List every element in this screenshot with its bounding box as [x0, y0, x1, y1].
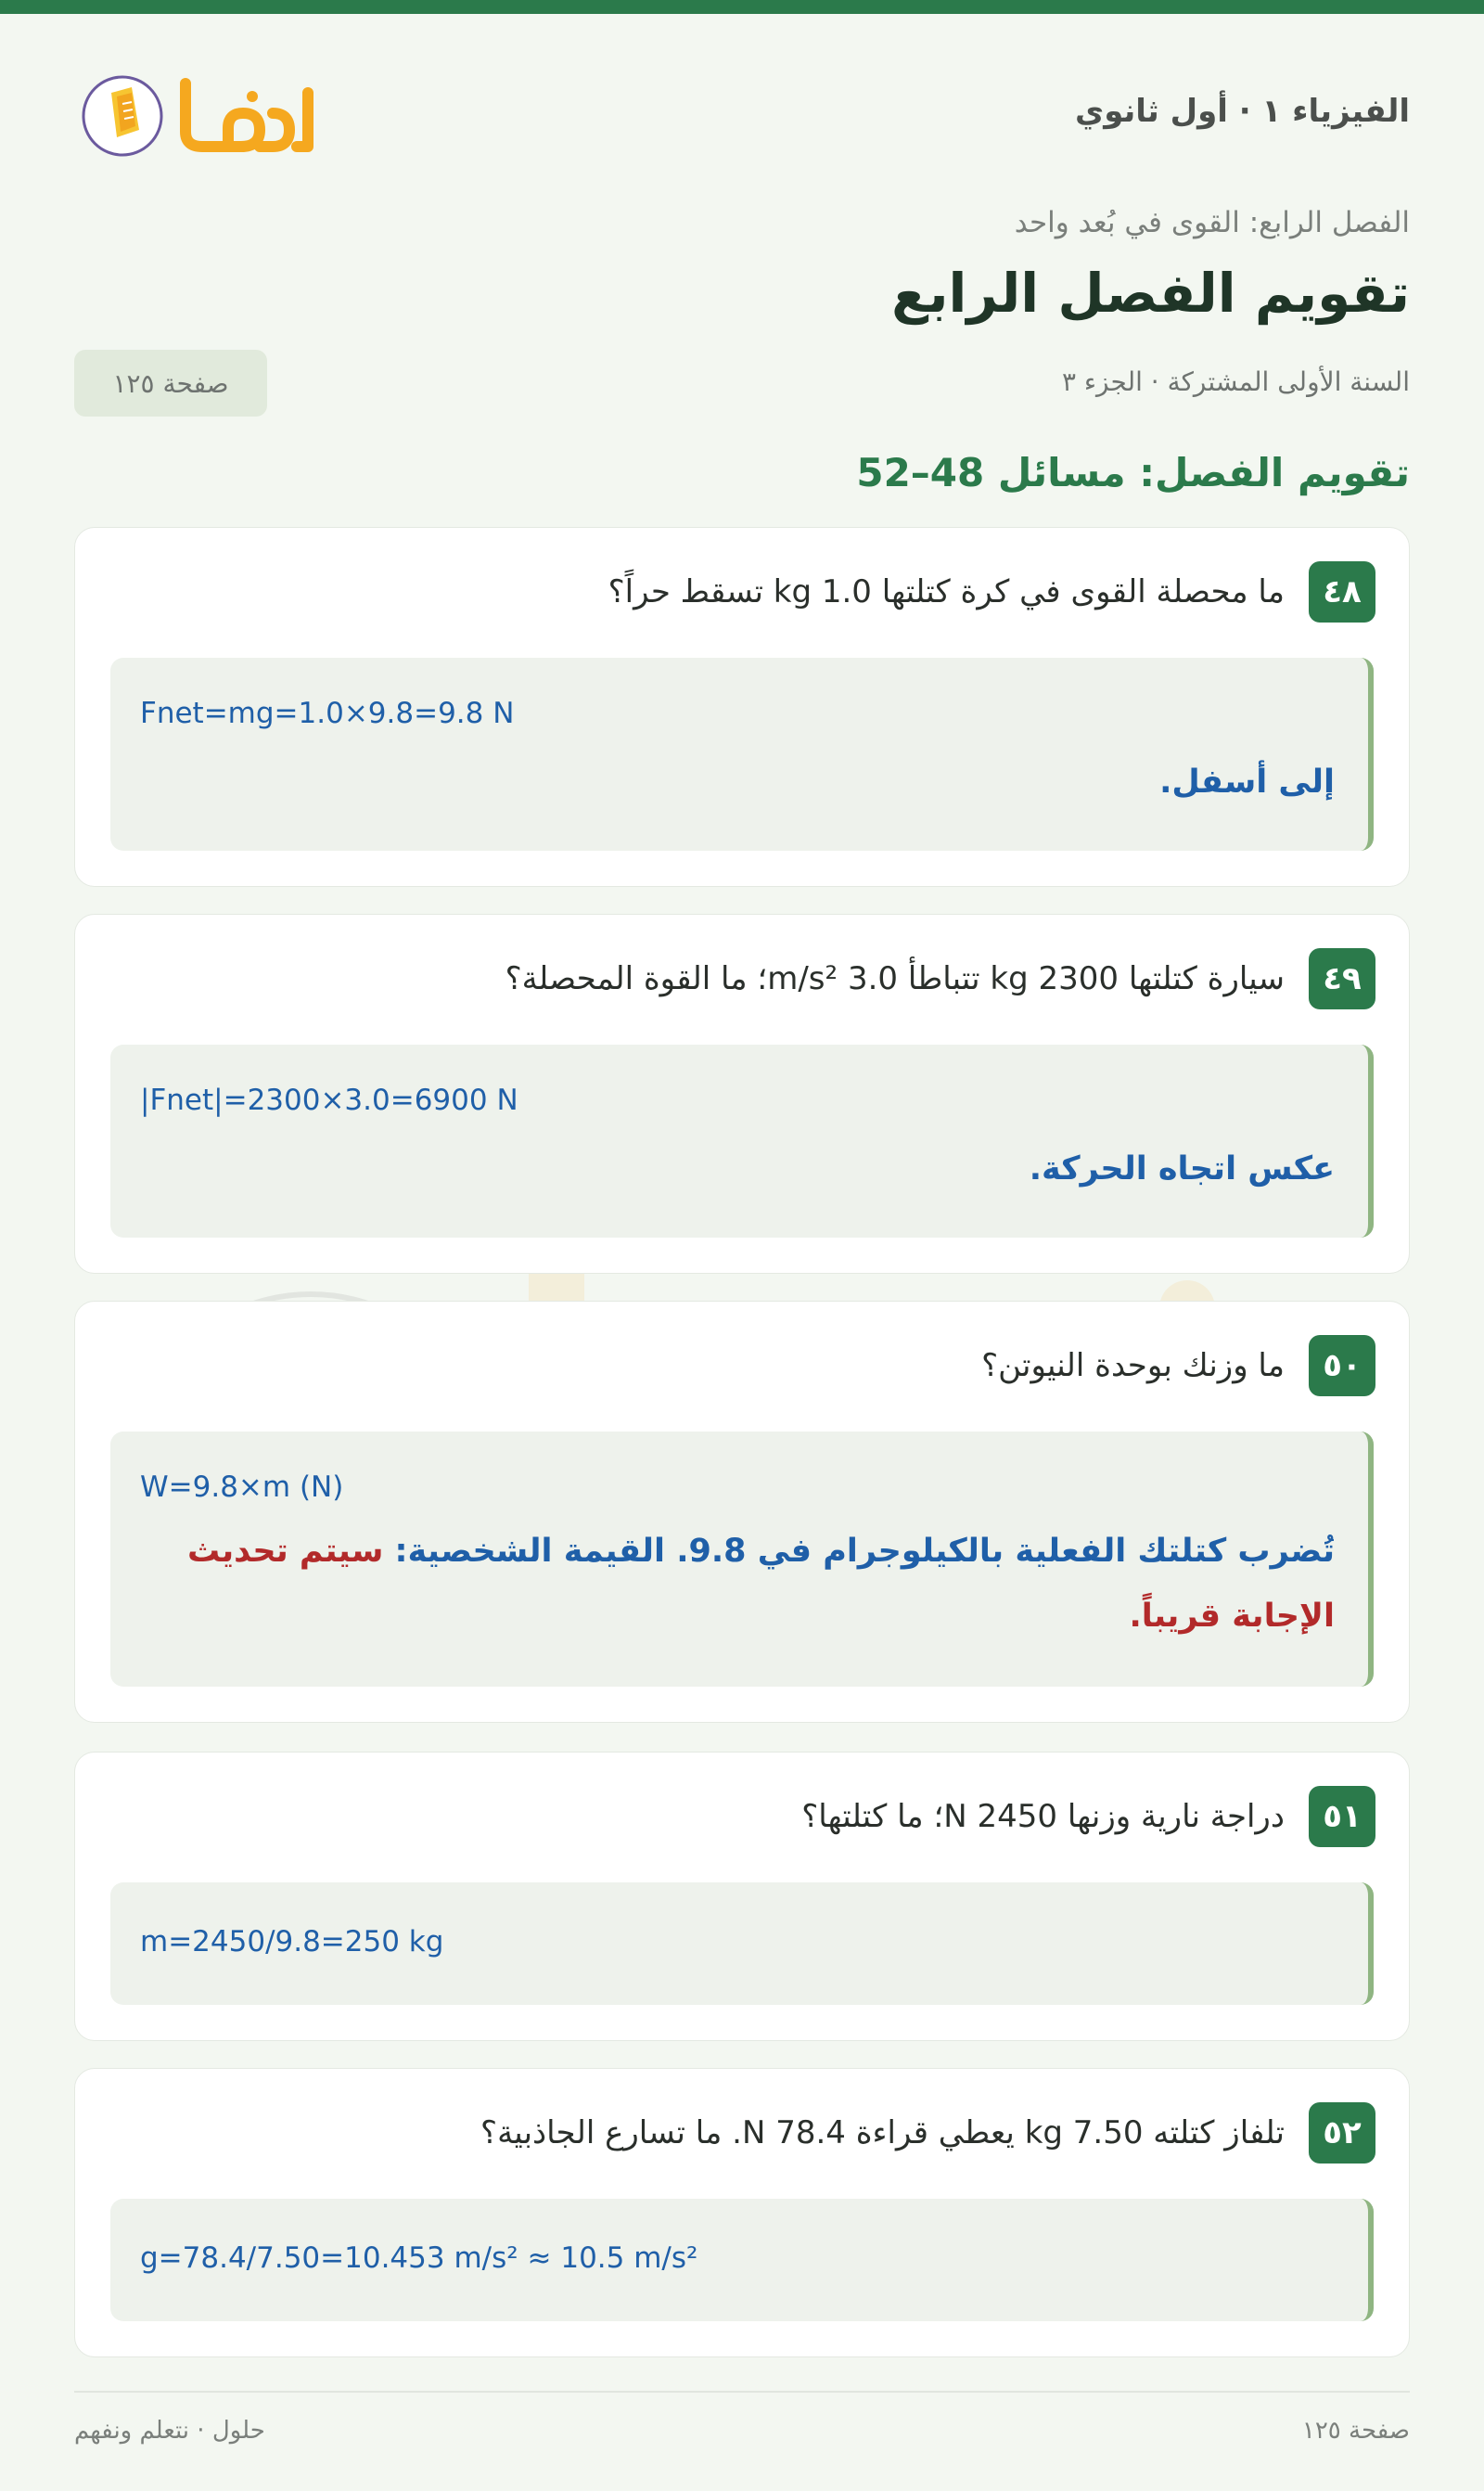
section-title: تقويم الفصل: مسائل 48–52 — [856, 450, 1410, 495]
answer-note: إلى أسفل. — [1159, 764, 1335, 801]
answer-note-value: تُضرب كتلتك الفعلية بالكيلوجرام في 9.8. القيمة الشخصية: — [383, 1533, 1335, 1570]
answer-formula: W=9.8×m (N) — [140, 1470, 344, 1504]
answer-formula: m=2450/9.8=250 kg — [140, 1925, 444, 1958]
question-row — [608, 561, 1375, 623]
answer-note — [144, 1519, 1335, 1649]
answer-note: عكس اتجاه الحركة. — [1029, 1150, 1335, 1188]
answer-box — [110, 658, 1374, 851]
question-row — [505, 948, 1375, 1009]
question-card-50 — [74, 1301, 1410, 1723]
answer-box — [110, 1045, 1374, 1238]
answer-box — [110, 2199, 1374, 2321]
answer-formula: |Fnet|=2300×3.0=6900 N — [140, 1084, 518, 1117]
question-text: ما وزنك بوحدة النيوتن؟ — [981, 1347, 1285, 1384]
answer-formula: g=78.4/7.50=10.453 m/s² ≈ 10.5 m/s² — [140, 2241, 698, 2275]
page-header — [74, 65, 1410, 167]
question-text: ما محصلة القوى في كرة كتلتها 1.0 kg تسقط حراً؟ — [608, 573, 1285, 610]
question-number-badge: ٥١ — [1309, 1786, 1375, 1847]
question-number-badge: ٤٨ — [1309, 561, 1375, 623]
question-text: سيارة كتلتها 2300 kg تتباطأ 3.0 m/s²؛ ما القوة المحصلة؟ — [505, 960, 1285, 997]
question-text: تلفاز كتلته 7.50 kg يعطي قراءة 78.4 N. ما تسارع الجاذبية؟ — [480, 2114, 1285, 2151]
course-title: الفيزياء ١ · أول ثانوي — [1075, 93, 1410, 130]
question-number-badge: ٥٠ — [1309, 1335, 1375, 1396]
answer-box — [110, 1882, 1374, 2005]
footer-page-number: صفحة ١٢٥ — [1301, 2417, 1410, 2445]
question-row — [480, 2102, 1375, 2164]
chapter-label: الفصل الرابع: القوى في بُعد واحد — [1014, 206, 1410, 239]
question-card-49 — [74, 914, 1410, 1274]
page-number-badge: صفحة ١٢٥ — [74, 350, 267, 417]
footer-divider — [74, 2391, 1410, 2393]
answer-box — [110, 1432, 1374, 1687]
question-row — [801, 1786, 1375, 1847]
top-accent-bar — [0, 0, 1484, 14]
grade-meta: السنة الأولى المشتركة · الجزء ٣ — [1061, 366, 1410, 397]
question-card-51 — [74, 1752, 1410, 2041]
footer-brand: حلول · نتعلم ونفهم — [74, 2417, 265, 2445]
question-text: دراجة نارية وزنها 2450 N؛ ما كتلتها؟ — [801, 1798, 1285, 1835]
update-pending-notice: سيتم تحديث الإجابة قريباً. — [186, 1533, 1335, 1635]
question-card-52 — [74, 2068, 1410, 2357]
question-card-48 — [74, 527, 1410, 887]
hulul-logo[interactable] — [74, 65, 343, 167]
answer-formula: Fnet=mg=1.0×9.8=9.8 N — [140, 697, 515, 730]
page-title: تقويم الفصل الرابع — [891, 262, 1410, 325]
question-number-badge: ٤٩ — [1309, 948, 1375, 1009]
question-row — [981, 1335, 1375, 1396]
question-number-badge: ٥٢ — [1309, 2102, 1375, 2164]
